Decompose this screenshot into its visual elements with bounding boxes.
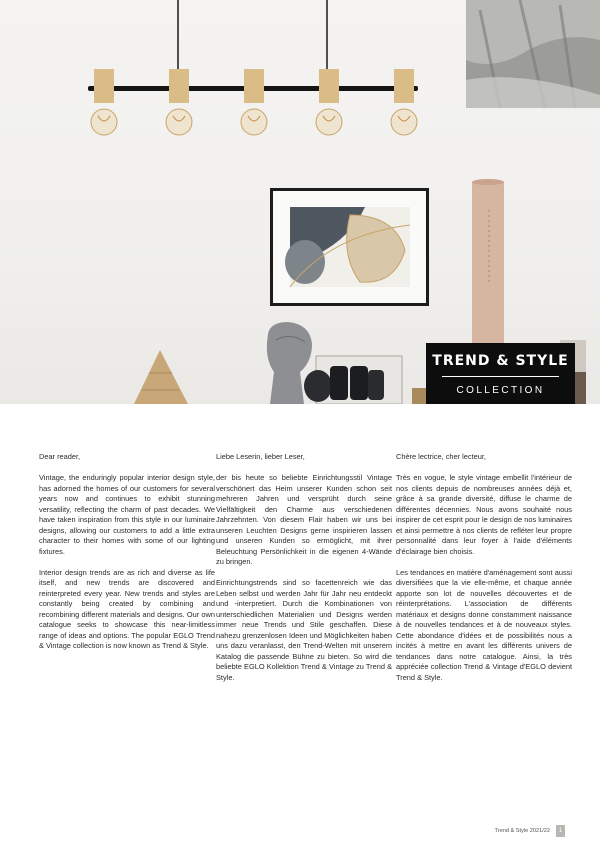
greeting: Dear reader,: [39, 452, 81, 461]
page-number: 1: [556, 825, 565, 837]
page-footer: [495, 825, 565, 837]
lamp-socket: [91, 69, 117, 135]
framed-artwork: [270, 188, 429, 306]
book-stack: [574, 372, 586, 404]
abstract-canvas-painting: [466, 0, 600, 108]
english-column: [39, 452, 215, 662]
pendant-lamp: [88, 0, 418, 135]
wooden-triangle-decor: [134, 350, 188, 404]
badge-subtitle: COLLECTION: [456, 385, 545, 396]
lamp-socket: [316, 69, 342, 135]
paragraph: Interior design trends are as rich and diverse as life itself, and new trends are discovered and reinterpreted every year. New trends and styles are constantly being created by combining and recombining different materials and designs. Our own catalogue seeks to showcase this near-limitless range of ideas and options. The popular EGLO Trend & Vintage collection is now known as Trend & Style.: [39, 567, 215, 650]
hero-photo: [0, 0, 600, 404]
paragraph: Einrichtungstrends sind so facettenreich wie das Leben selbst und werden Jahr für Jahr neu entdeckt und -interpretiert. Durch die Kombinationen von unterschiedlichen Materialien und Designs werden immer neue Trends und Stile geschaffen. Diese nahezu grenzenlosen Ideen und Möglichkeiten haben uns dazu veranlasst, den Trend-Welten mit unserem Katalog die passende Bühne zu bieten. So wird die beliebte EGLO Kollektion Trend & Vintage zu Trend & Style.: [216, 578, 392, 682]
footer-label: Trend & Style 2021/22: [494, 828, 550, 834]
greeting: Chère lectrice, cher lecteur,: [396, 452, 486, 461]
binoculars: [304, 366, 384, 402]
trend-style-badge: [426, 343, 575, 404]
lamp-socket: [166, 69, 192, 135]
french-column: [396, 452, 572, 694]
lamp-socket: [391, 69, 417, 135]
paragraph: Vintage, the enduringly popular interior design style, has adorned the homes of our customers for several years now and continues to exhibit stunning versatility, reflecting the charm of past decades. We have taken inspiration from this style in our luminaire designs, allowing our customers to add a little extra character to their homes with some of our lighting fixtures.: [39, 473, 215, 556]
greeting: Liebe Leserin, lieber Leser,: [216, 452, 305, 461]
paragraph: Très en vogue, le style vintage embellit l'intérieur de nos clients depuis de nombreuses années déjà et, grâce à sa grande diversité, diffuse le charme de différentes décennies. Nous avons souhaité nous inspirer de cet esprit pour le design de nos luminaires et ainsi permettre à nos clients de refléter leur propre personnalité dans leur foyer à l'aide d'éléments d'éclairage bien choisis.: [396, 473, 572, 556]
paragraph: Les tendances en matière d'aménagement sont aussi diversifiées que la vie elle-même, et chaque année apporte son lot de nouvelles découvertes et de réinterprétations. L'association de différents matériaux et designs donne constamment naissance à de nouvelles tendances et à de nouveaux styles. Cette abondance d'idées et de possibilités nous a incités à mettre en avant les différents univers de tendances dans notre catalogue. Ainsi, la très appréciée collection Trend & Vintage d'EGLO devient Trend & Style.: [396, 567, 572, 682]
badge-title: TREND & STYLE: [432, 353, 569, 369]
lamp-socket: [241, 69, 267, 135]
german-column: [216, 452, 392, 694]
badge-divider: [442, 376, 559, 377]
paragraph: der bis heute so beliebte Einrichtungsstil Vintage verschönert das Heim unserer Kunden schon seit mehreren Jahren und versprüht durch seine Vielfältigkeit den Charme aus verschiedenen Jahrzehnten. Von diesem Flair haben wir uns bei unseren Leuchten Designs gerne inspirieren lassen und unseren Kunden so ermöglicht, mit ihrer Beleuchtung Persönlichkeit in die eigenen 4-Wände zu bringen.: [216, 473, 392, 566]
